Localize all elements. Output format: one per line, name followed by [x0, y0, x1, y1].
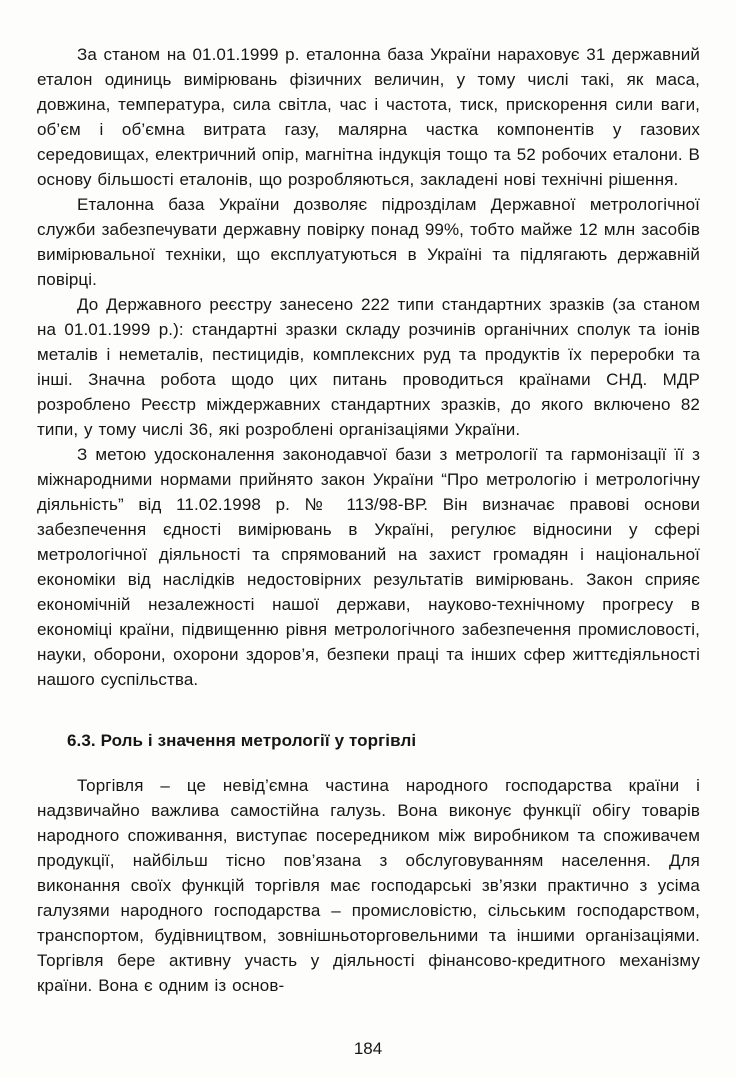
paragraph: Торгівля – це невід’ємна частина народного господарства країни і надзвичайно важлива самостійна галузь. Вона виконує функції обігу товарів народного споживання, виступає посередником між виробником та споживачем продукції, найбільш тісно пов’язана з обслуговуванням населення. Для виконання своїх функцій торгівля має господарські зв’язки практично з усіма галузями народного господарства – промисловістю, сільським господарством, транспортом, будівництвом, зовнішньоторговельними та іншими організаціями. Торгівля бере активну участь у діяльності фінансово-кредитного механізму країни. Вона є одним із основ- — [37, 776, 700, 995]
section-heading: 6.3. Роль і значення метрології у торгівлі — [67, 731, 417, 750]
page-number: 184 — [353, 1039, 383, 1058]
paragraph: Еталонна база України дозволяє підрозділам Державної метрологічної служби забезпечувати державну повірку понад 99%, тобто майже 12 млн засобів вимірювальної техніки, що експлуатуються в Україні та підлягають державній повірці. — [37, 195, 700, 289]
paragraph: До Державного реєстру занесено 222 типи стандартних зразків (за станом на 01.01.1999 р.): стандартні зразки складу розчинів органічних сполук та іонів металів і неметалів, пестицидів, комплексних руд та продуктів їх переробки та інші. Значна робота щодо цих питань проводиться країнами СНД. МДР розроблено Реєстр міждержавних стандартних зразків, до якого включено 82 типи, у тому числі 36, які розроблені організаціями України. — [37, 295, 700, 439]
paragraph: З метою удосконалення законодавчої бази з метрології та гармонізації її з міжнародними нормами прийнято закон України “Про метрологію і метрологічну діяльність” від 11.02.1998 р. № 113/98-ВР. Він визначає правові основи забезпечення єдності вимірювань в Україні, регулює відносини у сфері метрологічної діяльності та спрямований на захист громадян і національної економіки від наслідків недостовірних результатів вимірювань. Закон сприяє економічній незалежності нашої держави, науково-технічному прогресу в економіці країни, підвищенню рівня метрологічного забезпечення промисловості, науки, оборони, охорони здоров’я, безпеки праці та інших сфер життєдіяльності нашого суспільства. — [37, 445, 700, 689]
paragraph: За станом на 01.01.1999 р. еталонна база України нараховує 31 державний еталон одиниць вимірювань фізичних величин, у тому числі такі, як маса, довжина, температура, сила світла, час і частота, тиск, прискорення сили ваги, об’єм і об’ємна витрата газу, малярна частка компонентів у газових середовищах, електричний опір, магнітна індукція тощо та 52 робочих еталони. В основу більшості еталонів, що розробляються, закладені нові технічні рішення. — [37, 45, 700, 189]
